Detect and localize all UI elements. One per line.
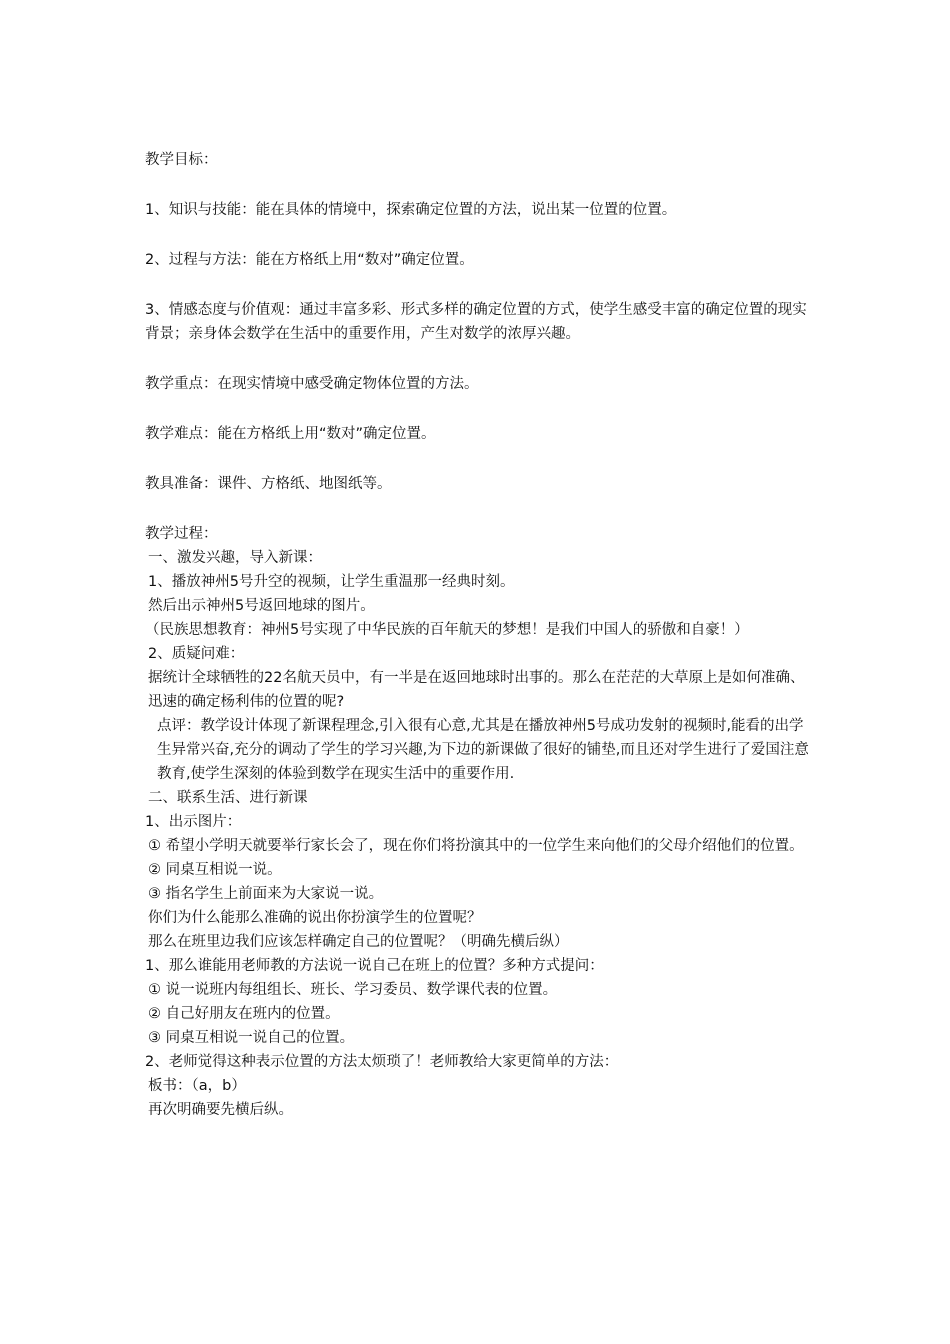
- paragraph-l25: ② 自己好朋友在班内的位置。: [148, 1006, 340, 1022]
- paragraph-l7: 教具准备：课件、方格纸、地图纸等。: [145, 476, 392, 492]
- paragraph-l16: 二、联系生活、进行新课: [148, 790, 308, 806]
- paragraph-l14: 据统计全球牺牲的22名航天员中，有一半是在返回地球时出事的。那么在茫茫的大草原上是如何准确、迅速的确定杨利伟的位置的呢?: [148, 670, 805, 710]
- paragraph-l19: ② 同桌互相说一说。: [148, 862, 282, 878]
- paragraph-l21: 你们为什么能那么准确的说出你扮演学生的位置呢？: [148, 910, 482, 926]
- paragraph-l9: 一、激发兴趣，导入新课：: [148, 550, 322, 566]
- paragraph-l12: （民族思想教育：神州5号实现了中华民族的百年航天的梦想！是我们中国人的骄傲和自豪！）: [145, 622, 749, 638]
- paragraph-l3: 2、过程与方法：能在方格纸上用“数对”确定位置。: [145, 252, 474, 268]
- paragraph-l8: 教学过程：: [145, 526, 218, 542]
- paragraph-l6: 教学难点：能在方格纸上用“数对”确定位置。: [145, 426, 436, 442]
- paragraph-l1: 教学目标：: [145, 152, 218, 168]
- paragraph-l11: 然后出示神州5号返回地球的图片。: [148, 598, 375, 614]
- paragraph-l18: ① 希望小学明天就要举行家长会了，现在你们将扮演其中的一位学生来向他们的父母介绍他们的位置。: [148, 838, 804, 854]
- paragraph-l4: 3、情感态度与价值观：通过丰富多彩、形式多样的确定位置的方式，使学生感受丰富的确定位置的现实背景；亲身体会数学在生活中的重要作用，产生对数学的浓厚兴趣。: [145, 302, 807, 342]
- paragraph-l22: 那么在班里边我们应该怎样确定自己的位置呢？（明确先横后纵）: [148, 934, 569, 950]
- paragraph-l2: 1、知识与技能：能在具体的情境中，探索确定位置的方法，说出某一位置的位置。: [145, 202, 677, 218]
- paragraph-l27: 2、老师觉得这种表示位置的方法太烦琐了！老师教给大家更简单的方法：: [145, 1054, 619, 1070]
- paragraph-l26: ③ 同桌互相说一说自己的位置。: [148, 1030, 355, 1046]
- paragraph-l5: 教学重点：在现实情境中感受确定物体位置的方法。: [145, 376, 479, 392]
- paragraph-l23: 1、那么谁能用老师教的方法说一说自己在班上的位置？多种方式提问：: [145, 958, 604, 974]
- document-body: [145, 148, 810, 1122]
- paragraph-l15: 点评：教学设计体现了新课程理念,引入很有心意,尤其是在播放神州5号成功发射的视频时,能看的出学生异常兴奋,充分的调动了学生的学习兴趣,为下边的新课做了很好的铺垫,而且还对学生进行了爱国注意教育,使学生深刻的体验到数学在现实生活中的重要作用.: [157, 718, 809, 782]
- paragraph-l24: ① 说一说班内每组组长、班长、学习委员、数学课代表的位置。: [148, 982, 558, 998]
- paragraph-l13: 2、质疑问难：: [148, 646, 245, 662]
- paragraph-l28: 板书：（a，b）: [148, 1078, 246, 1094]
- paragraph-l17: 1、出示图片：: [145, 814, 242, 830]
- paragraph-l10: 1、播放神州5号升空的视频，让学生重温那一经典时刻。: [148, 574, 515, 590]
- paragraph-l29: 再次明确要先横后纵。: [148, 1102, 293, 1118]
- paragraph-l20: ③ 指名学生上前面来为大家说一说。: [148, 886, 384, 902]
